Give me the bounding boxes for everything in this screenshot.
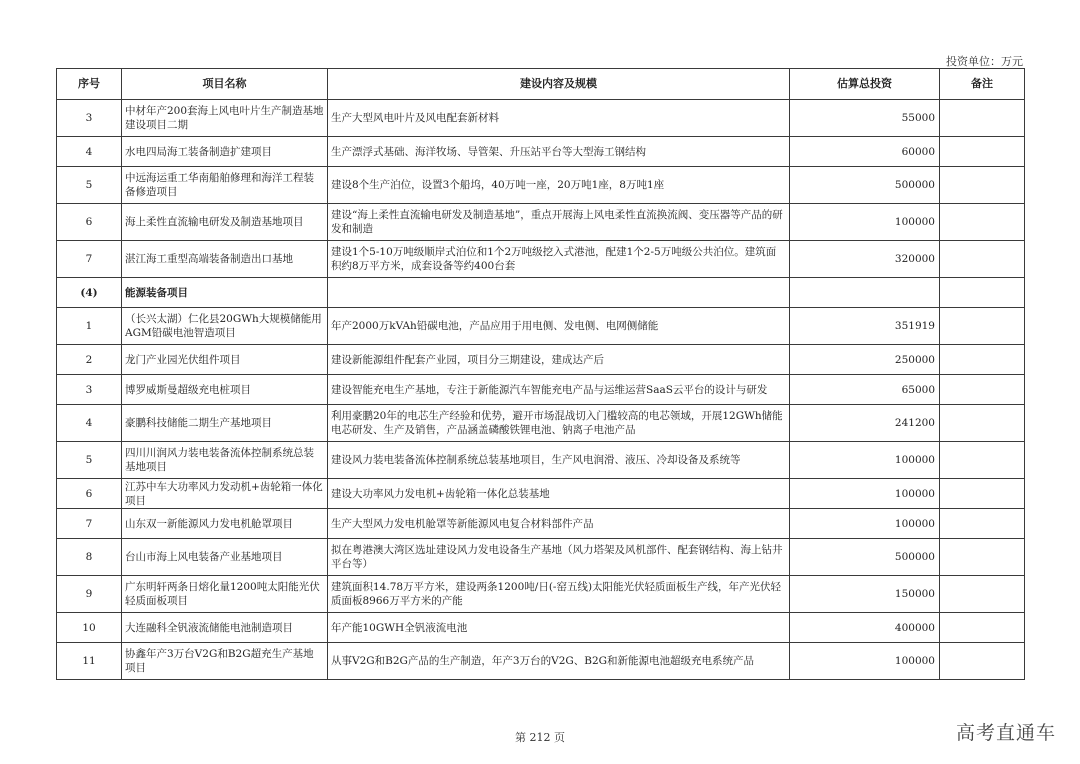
- table-row: [57, 576, 1025, 613]
- cell-desc: 建设风力装电装备流体控制系统总装基地项目，生产风电润滑、液压、冷却设备及系统等: [328, 442, 790, 479]
- cell-name: 中远海运重工华南船舶修理和海洋工程装备修造项目: [122, 167, 328, 204]
- cell-remark: [940, 613, 1025, 643]
- cell-name: （长兴太湖）仁化县20GWh大规模储能用AGM铅碳电池智造项目: [122, 308, 328, 345]
- cell-seq: 10: [57, 613, 122, 643]
- cell-remark: [940, 278, 1025, 308]
- cell-seq: 1: [57, 308, 122, 345]
- cell-remark: [940, 643, 1025, 680]
- cell-remark: [940, 539, 1025, 576]
- cell-desc: 建设1个5-10万吨级顺岸式泊位和1个2万吨级挖入式港池，配建1个2-5万吨级公共泊位。建筑面积约8万平方米，成套设备等约400台套: [328, 241, 790, 278]
- cell-name: 水电四局海工装备制造扩建项目: [122, 137, 328, 167]
- cell-seq: 3: [57, 375, 122, 405]
- cell-desc: 建设智能充电生产基地，专注于新能源汽车智能充电产品与运维运营SaaS云平台的设计与研发: [328, 375, 790, 405]
- cell-seq: 9: [57, 576, 122, 613]
- cell-seq: 5: [57, 167, 122, 204]
- cell-amount: 100000: [790, 509, 940, 539]
- cell-desc: 拟在粤港澳大湾区选址建设风力发电设备生产基地（风力塔架及风机部件、配套钢结构、海上钻井平台等）: [328, 539, 790, 576]
- cell-name: 湛江海工重型高端装备制造出口基地: [122, 241, 328, 278]
- cell-amount: 400000: [790, 613, 940, 643]
- cell-name: 中材年产200套海上风电叶片生产制造基地建设项目二期: [122, 100, 328, 137]
- table-row: [57, 539, 1025, 576]
- cell-seq: 2: [57, 345, 122, 375]
- cell-remark: [940, 167, 1025, 204]
- cell-desc: 建设大功率风力发电机+齿轮箱一体化总装基地: [328, 479, 790, 509]
- table-row: [57, 509, 1025, 539]
- table-row: [57, 241, 1025, 278]
- table-row: [57, 375, 1025, 405]
- cell-name: 协鑫年产3万台V2G和B2G超充生产基地项目: [122, 643, 328, 680]
- cell-desc: 生产大型风力发电机舱罩等新能源风电复合材料部件产品: [328, 509, 790, 539]
- cell-remark: [940, 100, 1025, 137]
- cell-name: 能源装备项目: [122, 278, 328, 308]
- cell-amount: 55000: [790, 100, 940, 137]
- cell-amount: 150000: [790, 576, 940, 613]
- table-row: [57, 204, 1025, 241]
- cell-name: 博罗威斯曼超级充电桩项目: [122, 375, 328, 405]
- cell-name: 山东双一新能源风力发电机舱罩项目: [122, 509, 328, 539]
- table-row: [57, 345, 1025, 375]
- cell-desc: 建设新能源组件配套产业园，项目分三期建设，建成达产后: [328, 345, 790, 375]
- cell-name: 台山市海上风电装备产业基地项目: [122, 539, 328, 576]
- cell-seq: 7: [57, 241, 122, 278]
- cell-amount: 60000: [790, 137, 940, 167]
- cell-name: 大连融科全钒液流储能电池制造项目: [122, 613, 328, 643]
- cell-remark: [940, 137, 1025, 167]
- investment-unit-note: 投资单位：万元: [946, 55, 1023, 68]
- cell-desc: 从事V2G和B2G产品的生产制造，年产3万台的V2G、B2G和新能源电池超级充电系统产品: [328, 643, 790, 680]
- page-number: 第 212 页: [515, 731, 565, 744]
- table-row: [57, 613, 1025, 643]
- cell-remark: [940, 479, 1025, 509]
- cell-remark: [940, 241, 1025, 278]
- cell-desc: 建设“海上柔性直流输电研发及制造基地”，重点开展海上风电柔性直流换流阀、变压器等产品的研发和制造: [328, 204, 790, 241]
- cell-seq: 4: [57, 405, 122, 442]
- table-row: [57, 308, 1025, 345]
- cell-amount: 241200: [790, 405, 940, 442]
- table-row: [57, 167, 1025, 204]
- cell-amount: 500000: [790, 539, 940, 576]
- cell-amount: 351919: [790, 308, 940, 345]
- header-seq: 序号: [57, 69, 122, 100]
- cell-remark: [940, 405, 1025, 442]
- cell-desc: 生产大型风电叶片及风电配套新材料: [328, 100, 790, 137]
- table-row: [57, 405, 1025, 442]
- cell-remark: [940, 204, 1025, 241]
- cell-name: 江苏中车大功率风力发动机+齿轮箱一体化项目: [122, 479, 328, 509]
- cell-name: 龙门产业园光伏组件项目: [122, 345, 328, 375]
- header-remark: 备注: [940, 69, 1025, 100]
- cell-amount: 100000: [790, 204, 940, 241]
- cell-amount: 100000: [790, 442, 940, 479]
- cell-amount: 65000: [790, 375, 940, 405]
- header-desc: 建设内容及规模: [328, 69, 790, 100]
- header-name: 项目名称: [122, 69, 328, 100]
- cell-seq: 6: [57, 479, 122, 509]
- cell-remark: [940, 375, 1025, 405]
- cell-seq: (4): [57, 278, 122, 308]
- cell-name: 豪鹏科技储能二期生产基地项目: [122, 405, 328, 442]
- cell-seq: 7: [57, 509, 122, 539]
- cell-desc: 生产漂浮式基础、海洋牧场、导管架、升压站平台等大型海工钢结构: [328, 137, 790, 167]
- table-body: [57, 100, 1025, 680]
- table-row: [57, 442, 1025, 479]
- cell-amount: [790, 278, 940, 308]
- cell-remark: [940, 576, 1025, 613]
- cell-amount: 250000: [790, 345, 940, 375]
- cell-remark: [940, 442, 1025, 479]
- cell-amount: 320000: [790, 241, 940, 278]
- cell-seq: 11: [57, 643, 122, 680]
- cell-remark: [940, 509, 1025, 539]
- cell-desc: 年产能10GWH全钒液流电池: [328, 613, 790, 643]
- cell-remark: [940, 345, 1025, 375]
- category-row: [57, 278, 1025, 308]
- table-row: [57, 643, 1025, 680]
- cell-desc: 建筑面积14.78万平方米，建设两条1200吨/日(-窑五线)太阳能光伏轻质面板生产线，年产光伏轻质面板8966万平方米的产能: [328, 576, 790, 613]
- table-row: [57, 137, 1025, 167]
- cell-desc: [328, 278, 790, 308]
- watermark: 高考直通车: [955, 722, 1056, 744]
- cell-amount: 500000: [790, 167, 940, 204]
- cell-desc: 年产2000万kVAh铅碳电池，产品应用于用电侧、发电侧、电网侧储能: [328, 308, 790, 345]
- cell-desc: 利用豪鹏20年的电芯生产经验和优势，避开市场混战切入门槛较高的电芯领域，开展12GWh储能电芯研发、生产及销售，产品涵盖磷酸铁锂电池、钠离子电池产品: [328, 405, 790, 442]
- cell-seq: 4: [57, 137, 122, 167]
- table-row: [57, 479, 1025, 509]
- cell-seq: 5: [57, 442, 122, 479]
- project-table: [56, 68, 1025, 680]
- cell-name: 海上柔性直流输电研发及制造基地项目: [122, 204, 328, 241]
- cell-seq: 8: [57, 539, 122, 576]
- cell-desc: 建设8个生产泊位，设置3个船坞，40万吨一座，20万吨1座，8万吨1座: [328, 167, 790, 204]
- cell-name: 四川川润风力装电装备流体控制系统总装基地项目: [122, 442, 328, 479]
- header-amount: 估算总投资: [790, 69, 940, 100]
- cell-seq: 6: [57, 204, 122, 241]
- table-header-row: [57, 69, 1025, 100]
- cell-remark: [940, 308, 1025, 345]
- cell-name: 广东明轩两条日熔化量1200吨太阳能光伏轻质面板项目: [122, 576, 328, 613]
- cell-amount: 100000: [790, 643, 940, 680]
- cell-amount: 100000: [790, 479, 940, 509]
- cell-seq: 3: [57, 100, 122, 137]
- table-row: [57, 100, 1025, 137]
